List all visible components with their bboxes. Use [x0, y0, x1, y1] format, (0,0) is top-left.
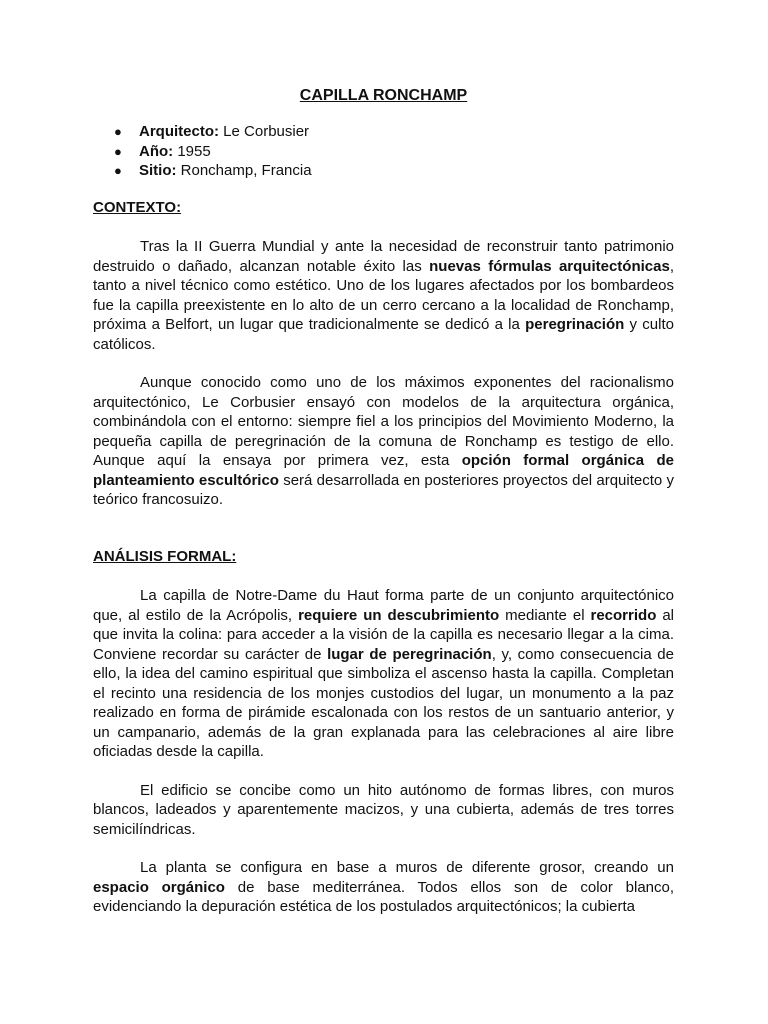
bold-text-run: nuevas fórmulas arquitectónicas: [429, 257, 670, 275]
bullet-icon: ●: [114, 124, 122, 139]
metadata-value: Ronchamp, Francia: [176, 162, 312, 179]
paragraph: [93, 373, 674, 510]
bold-text-run: espacio orgánico: [93, 878, 225, 896]
metadata-list: [93, 122, 674, 181]
bold-text-run: lugar de peregrinación: [327, 645, 492, 663]
paragraph: [93, 781, 674, 840]
bold-text-run: peregrinación: [525, 316, 625, 333]
paragraph: [93, 586, 674, 762]
metadata-label: Arquitecto:: [139, 123, 219, 140]
metadata-item-site: [114, 161, 674, 181]
metadata-value: 1955: [173, 142, 211, 160]
bold-text-run: recorrido: [590, 606, 657, 624]
metadata-label: Sitio:: [139, 162, 177, 179]
bold-text-run: opción formal orgánica de planteamiento escultórico: [93, 452, 675, 489]
section-heading-context: CONTEXTO:: [93, 198, 182, 216]
section-spacer: [93, 529, 674, 547]
text-run: y culto católicos.: [93, 316, 674, 353]
bullet-icon: ●: [114, 163, 122, 178]
metadata-item-year: [114, 142, 674, 162]
text-run: El edificio se concibe como un hito autónomo de formas libres, con muros blancos, ladeados y aparentemente macizos, y una cubierta, además de tres torres semicilíndricas.: [93, 781, 674, 838]
text-run: será desarrollada en posteriores proyectos del arquitecto y teórico francosuizo.: [93, 471, 675, 508]
text-run: , tanto a nivel técnico como estético. Uno de los lugares afectados por los bombardeos fue la capilla preexistente en lo alto de un cerro cercano a la localidad de Ronchamp, próxima a Belfort, un lugar que tradicionalmente se dedicó a la: [93, 257, 674, 333]
text-run: Tras la II Guerra Mundial y ante la necesidad de reconstruir tanto patrimonio destruido o dañado, alcanzan notable éxito las: [93, 238, 674, 275]
text-run: al que invita la colina: para acceder a la visión de la capilla es necesario llegar a la cima. Conviene recordar su carácter de: [93, 606, 674, 663]
paragraph: [93, 237, 674, 354]
text-run: Aunque conocido como uno de los máximos exponentes del racionalismo arquitectónico, Le Corbusier ensayó con modelos de la arquitectura orgánica, combinándola con el entorno: siempre fiel a los principios del Movimiento Moderno, la pequeña capilla de peregrinación de la comuna de Ronchamp es testigo de ello. Aunque aquí la ensaya por primera vez, esta: [93, 374, 674, 469]
text-run: mediante el: [499, 606, 591, 624]
section-heading-formal-analysis: ANÁLISIS FORMAL:: [93, 547, 237, 565]
metadata-value: Le Corbusier: [219, 123, 310, 140]
metadata-item-architect: [114, 122, 674, 142]
text-run: , y, como consecuencia de ello, la idea del camino espiritual que simboliza el ascenso hasta la capilla. Completan el recinto una residencia de los monjes custodios del lugar, un monumento a la paz realizado en forma de pirámide escalonada con los restos de un santuario anterior, y un campanario, además de la gran explanada para las celebraciones al aire libre oficiadas desde la capilla.: [93, 645, 674, 760]
bullet-icon: ●: [114, 143, 122, 159]
bold-text-run: requiere un descubrimiento: [298, 606, 500, 624]
text-run: de base mediterránea. Todos ellos son de color blanco, evidenciando la depuración estética de los postulados arquitectónicos; la cubierta: [93, 878, 675, 915]
text-run: La capilla de Notre-Dame du Haut forma parte de un conjunto arquitectónico que, al estilo de la Acrópolis,: [93, 587, 674, 624]
paragraph: [93, 858, 674, 917]
text-run: La planta se configura en base a muros de diferente grosor, creando un: [140, 859, 674, 876]
page-title: CAPILLA RONCHAMP: [299, 87, 468, 104]
metadata-label: Año:: [139, 142, 174, 160]
